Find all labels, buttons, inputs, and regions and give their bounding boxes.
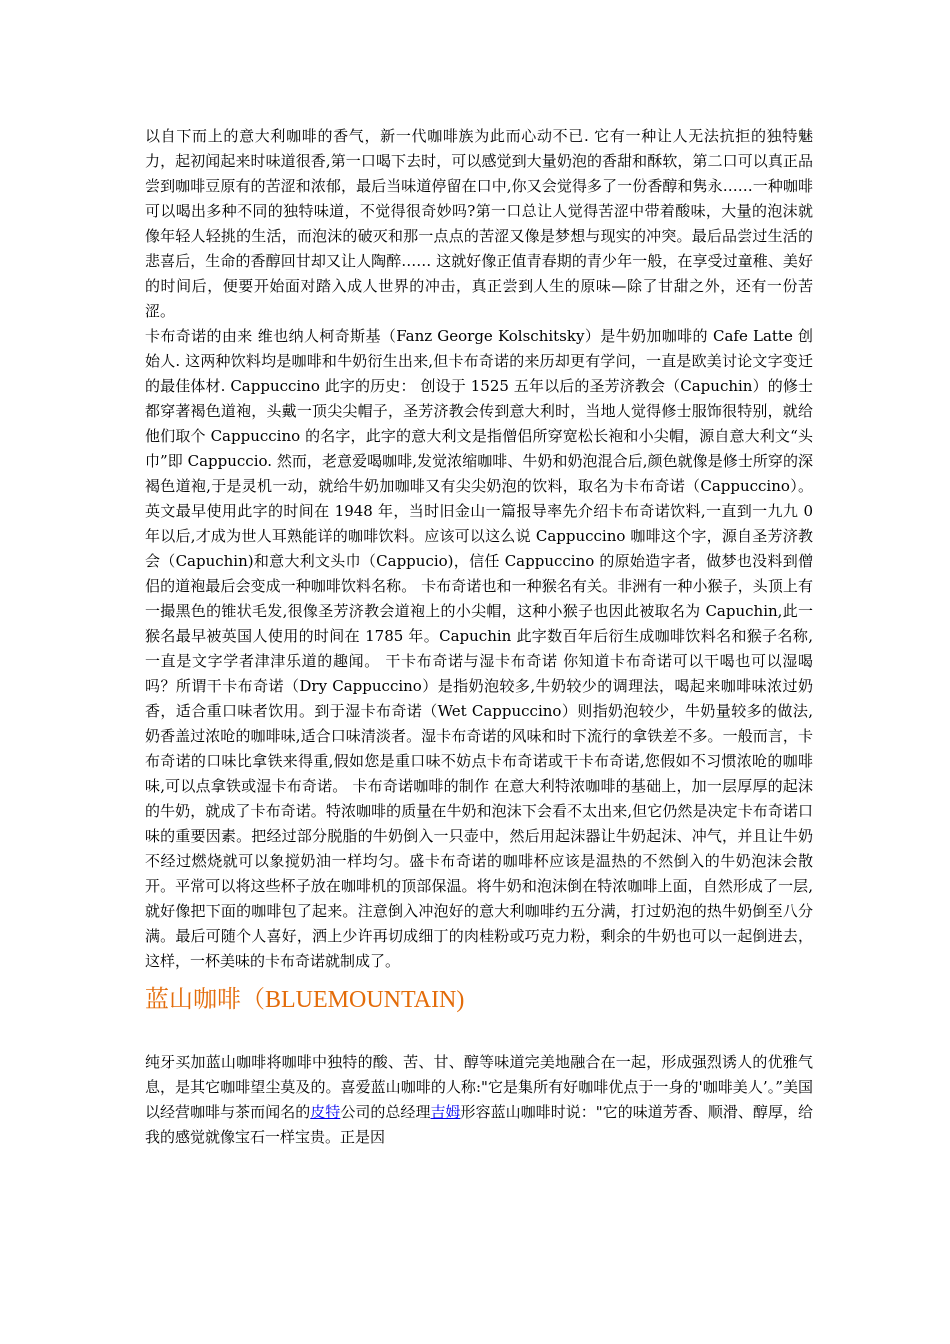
heading-spacer <box>145 1020 813 1050</box>
paragraph-cappuccino-origin: 卡布奇诺的由来 维也纳人柯奇斯基（Fanz George Kolschitsky）是牛奶加咖啡的 Cafe Latte 创始人. 这两种饮料均是咖啡和牛奶衍生出来,但卡布奇诺的来历却更有学问，一直是欧美讨论文字变迁的最佳体材. Cappuccino 此字的历史： 创设于 1525 五年以后的圣芳济教会（Capuchin）的修士都穿著褐色道袍，头戴一顶尖尖帽子，圣芳济教会传到意大利时，当地人觉得修士服饰很特别，就给他们取个 Cappuccino 的名字，此字的意大利文是指僧侣所穿宽松长袍和小尖帽，源自意大利文“头巾”即 Cappuccio. 然而，老意爱喝咖啡,发觉浓缩咖啡、牛奶和奶泡混合后,颜色就像是修士所穿的深褐色道袍,于是灵机一动，就给牛奶加咖啡又有尖尖奶泡的饮料，取名为卡布奇诺（Cappuccino）。英文最早使用此字的时间在 1948 年，当时旧金山一篇报导率先介绍卡布奇诺饮料,一直到一九九 0 年以后,才成为世人耳熟能详的咖啡饮料。应该可以这么说 Cappuccino 咖啡这个字，源自圣芳济教会（Capuchin)和意大利文头巾（Cappucio)，信任 Cappuccino 的原始造字者，做梦也没料到僧侣的道袍最后会变成一种咖啡饮料名称。 卡布奇诺也和一种猴名有关。非洲有一种小猴子，头顶上有一撮黑色的锥状毛发,很像圣芳济教会道袍上的小尖帽，这种小猴子也因此被取名为 Capuchin,此一猴名最早被英国人使用的时间在 1785 年。Capuchin 此字数百年后衍生成咖啡饮料名和猴子名称,一直是文字学者津津乐道的趣闻。 干卡布奇诺与湿卡布奇诺 你知道卡布奇诺可以干喝也可以湿喝吗？所谓干卡布奇诺（Dry Cappuccino）是指奶泡较多,牛奶较少的调理法，喝起来咖啡味浓过奶香，适合重口味者饮用。到于湿卡布奇诺（Wet Cappuccino）则指奶泡较少，牛奶量较多的做法,奶香盖过浓呛的咖啡味,适合口味清淡者。湿卡布奇诺的风味和时下流行的拿铁差不多。一般而言，卡布奇诺的口味比拿铁来得重,假如您是重口味不妨点卡布奇诺或干卡布奇诺,您假如不习惯浓呛的咖啡味,可以点拿铁或湿卡布奇诺。 卡布奇诺咖啡的制作 在意大利特浓咖啡的基础上，加一层厚厚的起沫的牛奶，就成了卡布奇诺。特浓咖啡的质量在牛奶和泡沫下会看不太出来,但它仍然是决定卡布奇诺口味的重要因素。把经过部分脱脂的牛奶倒入一只壶中，然后用起沫器让牛奶起沫、冲气，并且让牛奶不经过燃烧就可以象搅奶油一样均匀。盛卡布奇诺的咖啡杯应该是温热的不然倒入的牛奶泡沫会散开。平常可以将这些杯子放在咖啡机的顶部保温。将牛奶和泡沫倒在特浓咖啡上面，自然形成了一层,就好像把下面的咖啡包了起来。注意倒入冲泡好的意大利咖啡约五分满，打过奶泡的热牛奶倒至八分满。最后可随个人喜好，洒上少许再切成细丁的肉桂粉或巧克力粉，剩余的牛奶也可以一起倒进去，这样，一杯美味的卡布奇诺就制成了。 <box>145 327 813 970</box>
paragraph-text: 纯牙买加蓝山咖啡将咖啡中独特的酸、苦、甘、醇等味道完美地融合在一起，形成强烈诱人的优雅气息，是其它咖啡望尘莫及的。喜爱蓝山咖啡的人称:"它是集所有好咖啡优点于一身的'咖啡美人’。”美国以经营咖啡与茶而闻名的 <box>145 1053 813 1121</box>
paragraph-blue-mountain <box>145 1050 813 1150</box>
paragraph-text: 公司的总经理 <box>340 1103 431 1121</box>
section-heading-blue-mountain: 蓝山咖啡（BLUEMOUNTAIN) <box>145 987 465 1013</box>
paragraph-text: 形容蓝山咖啡时说："它的味道芳香、顺滑、醇厚，给我的感觉就像宝石一样宝贵。正是因 <box>145 1103 813 1146</box>
link-jim[interactable]: 吉姆 <box>430 1103 461 1121</box>
link-peet[interactable]: 皮特 <box>310 1103 341 1121</box>
paragraph-cappuccino-taste: 以自下而上的意大利咖啡的香气，新一代咖啡族为此而心动不已. 它有一种让人无法抗拒的独特魅力，起初闻起来时味道很香,第一口喝下去时，可以感觉到大量奶泡的香甜和酥软，第二口可以真正品尝到咖啡豆原有的苦涩和浓郁，最后当味道停留在口中,你又会觉得多了一份香醇和隽永……一种咖啡可以喝出多种不同的独特味道，不觉得很奇妙吗?第一口总让人觉得苦涩中带着酸味，大量的泡沫就像年轻人轻挑的生活，而泡沫的破灭和那一点点的苦涩又像是梦想与现实的冲突。最后品尝过生活的悲喜后，生命的香醇回甘却又让人陶醉…… 这就好像正值青春期的青少年一般，在享受过童稚、美好的时间后，便要开始面对踏入成人世界的冲击，真正尝到人生的原味—除了甘甜之外，还有一份苦涩。 <box>145 127 813 320</box>
document-page <box>145 124 813 1150</box>
